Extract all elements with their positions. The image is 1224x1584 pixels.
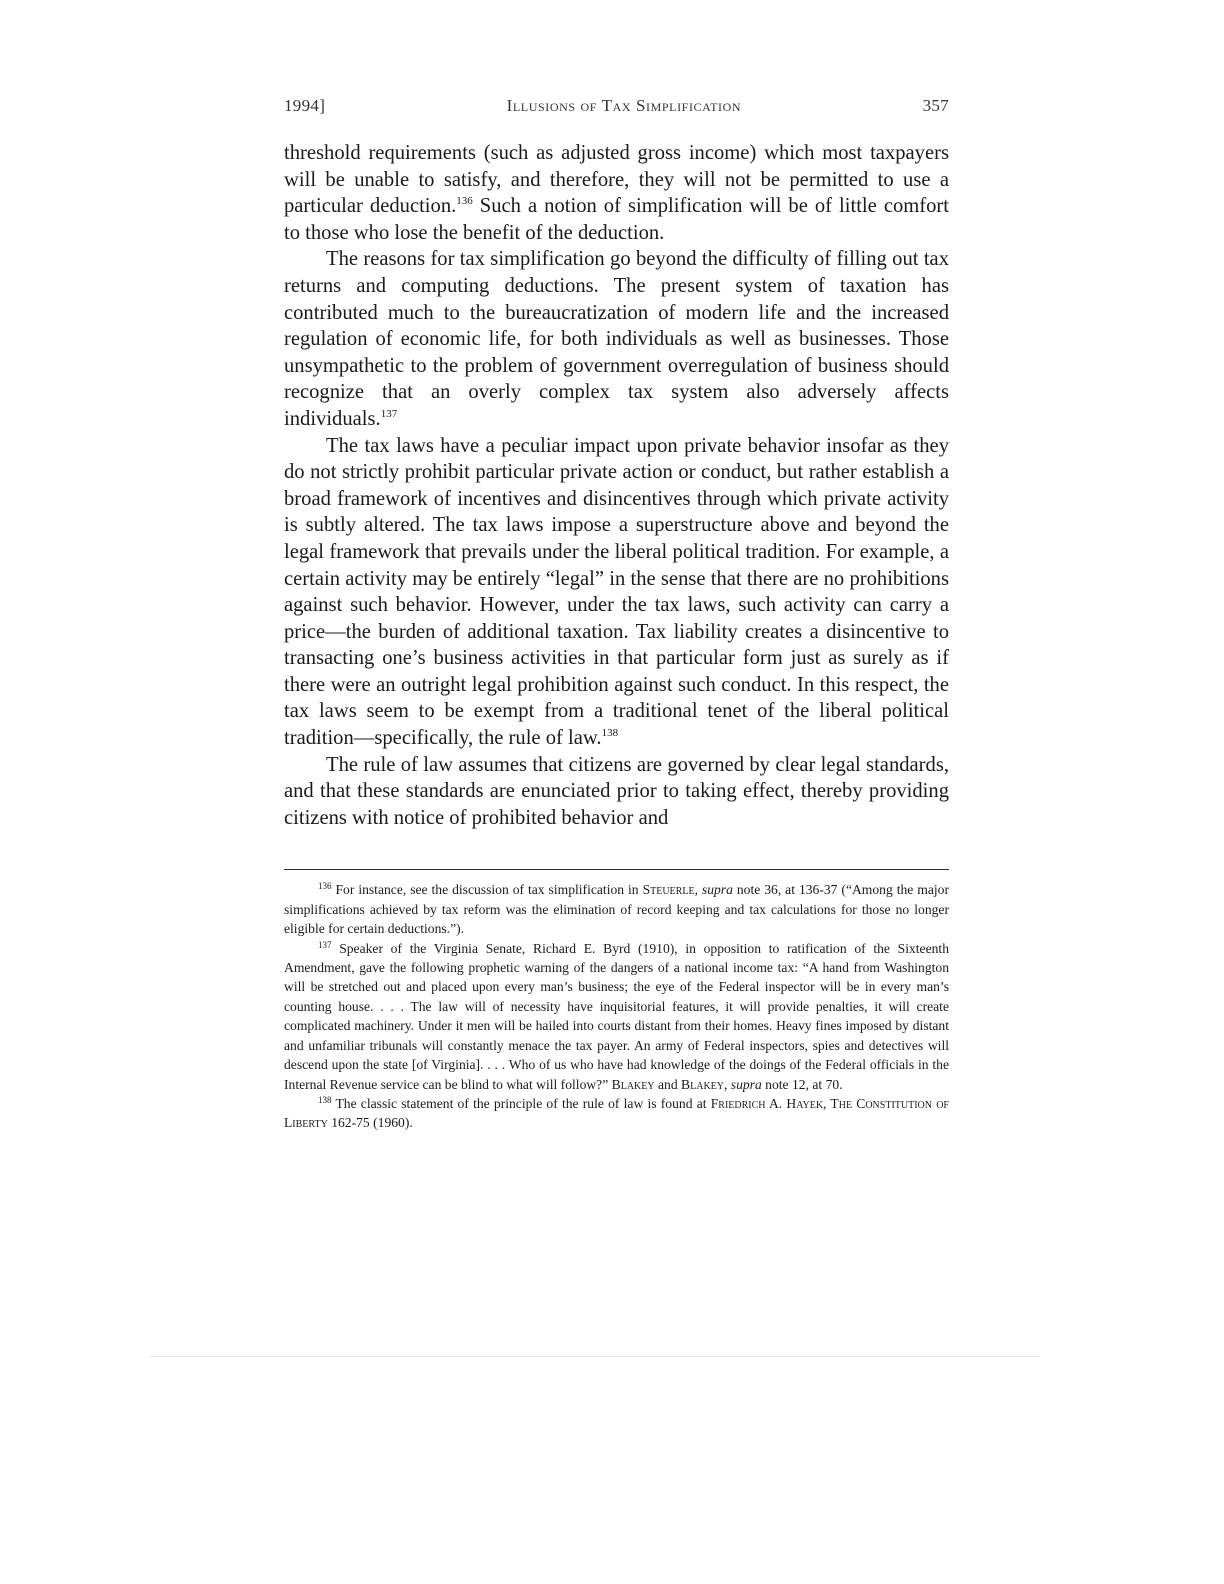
paragraph: The tax laws have a peculiar impact upon private behavior insofar as they do not strictly prohibit particular private action or conduct, but rather establish a broad framework of incentives and disincentives through which private activity is subtly altered. The tax laws impose a superstructure above and beyond the legal framework that prevails under the liberal political tradition. For example, a certain activity may be entirely “legal” in the sense that there are no prohibitions against such behavior. However, under the tax laws, such activity can carry a price—the burden of additional taxation. Tax liability creates a disincentive to transacting one’s business activities in that particular form just as surely as if there were an outright legal prohibition against such conduct. In this respect, the tax laws seem to be exempt from a traditional tenet of the liberal political tradition—specifically, the rule of law.$^{138}$ [284,434,949,750]
paragraph: threshold requirements (such as adjusted gross income) which most taxpayers will be unable to satisfy, and therefore, they will not be permitted to use a particular deduction.$^{136}$ Such a notion of simplification will be of little comfort to those who lose the benefit of the deduction. [284,142,950,244]
footnote-ref[interactable]: 136 [456,195,473,208]
header-title: Illusions of Tax Simplification [506,96,742,115]
footnote-ref[interactable]: 137 [380,407,398,420]
footnotes [284,880,949,1132]
footnote-ref[interactable]: 138 [601,727,619,740]
scan-edge-line [150,1356,1040,1357]
page-number: 357 [922,96,949,115]
header-year: 1994] [284,96,326,115]
paragraph: The rule of law assumes that citizens are governed by clear legal standards, and that these standards are enunciated prior to taking effect, thereby providing citizens with notice of prohibited behavior and [284,753,949,829]
footnote: $^{137}$ Speaker of the Virginia Senate, Richard E. Byrd (1910), in opposition to ratification of the Sixteenth Amendment, gave the following prophetic warning of the dangers of a national income tax: “A hand from Washington will be stretched out and placed upon every man’s business; the eye of the Federal inspector will be in every man’s counting house. . . . The law will of necessity have inquisitorial features, it will provide penalties, it will create complicated machinery. Under it men will be hailed into courts distant from their homes. Heavy fines imposed by distant and unfamiliar tribunals will constantly menace the tax payer. An army of Federal inspectors, spies and detectives will descend upon the state [of Virginia]. . . . Who of us who have had knowledge of the doings of the Federal officials in the Internal Revenue service can be blind to what will follow?” Blakey and Blakey, supra note 12, at 70. [284,939,949,1092]
footnote: $^{136}$ For instance, see the discussion of tax simplification in Steuerle, supra note 36, at 136-37 (“Among the major simplifications achieved by tax reform was the elimination of record keeping and tax calculations for those no longer eligible for certain deductions.”). [284,881,950,937]
running-header [284,96,949,116]
footnote: $^{138}$ The classic statement of the principle of the rule of law is found at Friedrich A. Hayek, The Constitution of Liberty 162-75 (1960). [284,1094,949,1131]
footnote-divider [284,869,949,870]
body-text [284,140,949,831]
paragraph: The reasons for tax simplification go beyond the difficulty of filling out tax returns and computing deductions. The present system of taxation has contributed much to the bureaucratization of modern life and the increased regulation of economic life, for both individuals as well as businesses. Those unsympathetic to the problem of government overregulation of business should recognize that an overly complex tax system also adversely affects individuals.$^{137}$ [284,248,949,430]
page [284,96,949,1133]
